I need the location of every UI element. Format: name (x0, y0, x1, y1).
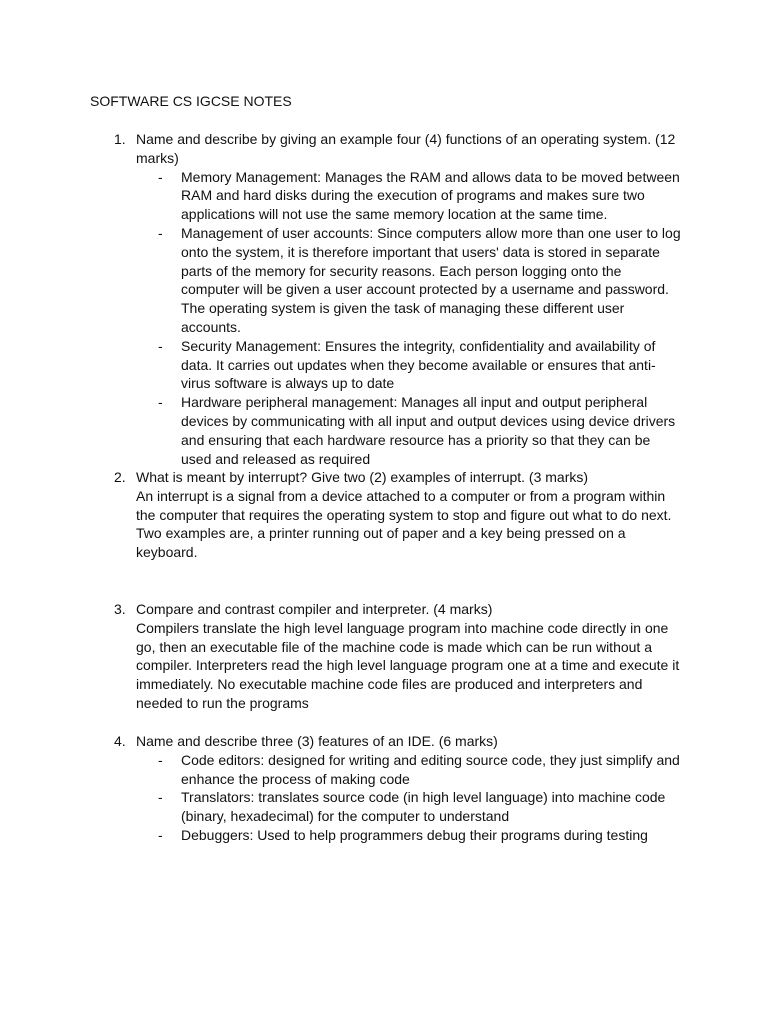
question-prompt: Name and describe by giving an example four (4) functions of an operating system. (12 marks) (136, 131, 676, 166)
question-number: 1. (114, 131, 126, 147)
bullet-text: Debuggers: Used to help programmers debug their programs during testing (181, 826, 648, 843)
bullet-dash: - (158, 394, 163, 411)
answer-bullet (108, 224, 681, 337)
answer-bullet-list (108, 168, 688, 469)
bullet-text: Management of user accounts: Since computers allow more than one user to log onto the system, it is therefore important that users' data is stored in separate parts of the memory for security reasons. Each person logging onto the computer will be given a user account protected by a username and password. The operating system is given the task of managing these different user accounts. (181, 224, 681, 335)
answer-bullet (108, 337, 681, 393)
bullet-dash: - (158, 789, 163, 806)
question-prompt: Name and describe three (3) features of an IDE. (6 marks) (136, 733, 498, 749)
question-number: 4. (114, 733, 126, 749)
bullet-text: Security Management: Ensures the integrity, confidentiality and availability of data. It carries out updates when they become available or ensures that anti-virus software is always up to date (181, 337, 656, 392)
answer-paragraph: Compilers translate the high level language program into machine code directly in one go, then an executable file of the machine code is made which can be run without a compiler. Interpreters read the high level language program one at a time and execute it immediately. No executable machine code files are produced and interpreters and needed to run the programs (136, 619, 680, 711)
bullet-dash: - (158, 751, 163, 768)
bullet-text: Hardware peripheral management: Manages all input and output peripheral devices by communicating with all input and output devices using device drivers and ensuring that each hardware resource has a priority so that they can be used and released as required (181, 394, 676, 467)
answer-bullet (108, 751, 681, 789)
question-prompt: What is meant by interrupt? Give two (2) examples of interrupt. (3 marks) (136, 469, 589, 485)
question-2 (108, 468, 688, 562)
question-4 (108, 732, 688, 845)
bullet-text: Code editors: designed for writing and editing source code, they just simplify and enhance the process of making code (181, 751, 680, 787)
bullet-dash: - (158, 826, 163, 843)
question-number: 2. (114, 469, 126, 485)
bullet-dash: - (158, 337, 163, 354)
answer-bullet (108, 393, 681, 468)
document-title: SOFTWARE CS IGCSE NOTES (90, 93, 292, 109)
answer-paragraph: An interrupt is a signal from a device attached to a computer or from a program within the computer that requires the operating system to stop and figure out what to do next. Two examples are, a printer running out of paper and a key being pressed on a keyboard. (136, 487, 672, 561)
answer-bullet (108, 168, 681, 224)
question-number: 3. (114, 601, 126, 617)
answer-bullet (108, 788, 681, 826)
bullet-text: Translators: translates source code (in high level language) into machine code (binary, hexadecimal) for the computer to understand (181, 789, 666, 825)
question-3 (108, 600, 688, 713)
question-1 (108, 130, 688, 468)
question-prompt: Compare and contrast compiler and interpreter. (4 marks) (136, 601, 493, 617)
bullet-dash: - (158, 224, 163, 241)
answer-bullet-list (108, 751, 688, 845)
answer-bullet (108, 826, 681, 845)
bullet-dash: - (158, 168, 163, 185)
bullet-text: Memory Management: Manages the RAM and allows data to be moved between RAM and hard disks during the execution of programs and makes sure two applications will not use the same memory location at the same time. (181, 168, 680, 223)
